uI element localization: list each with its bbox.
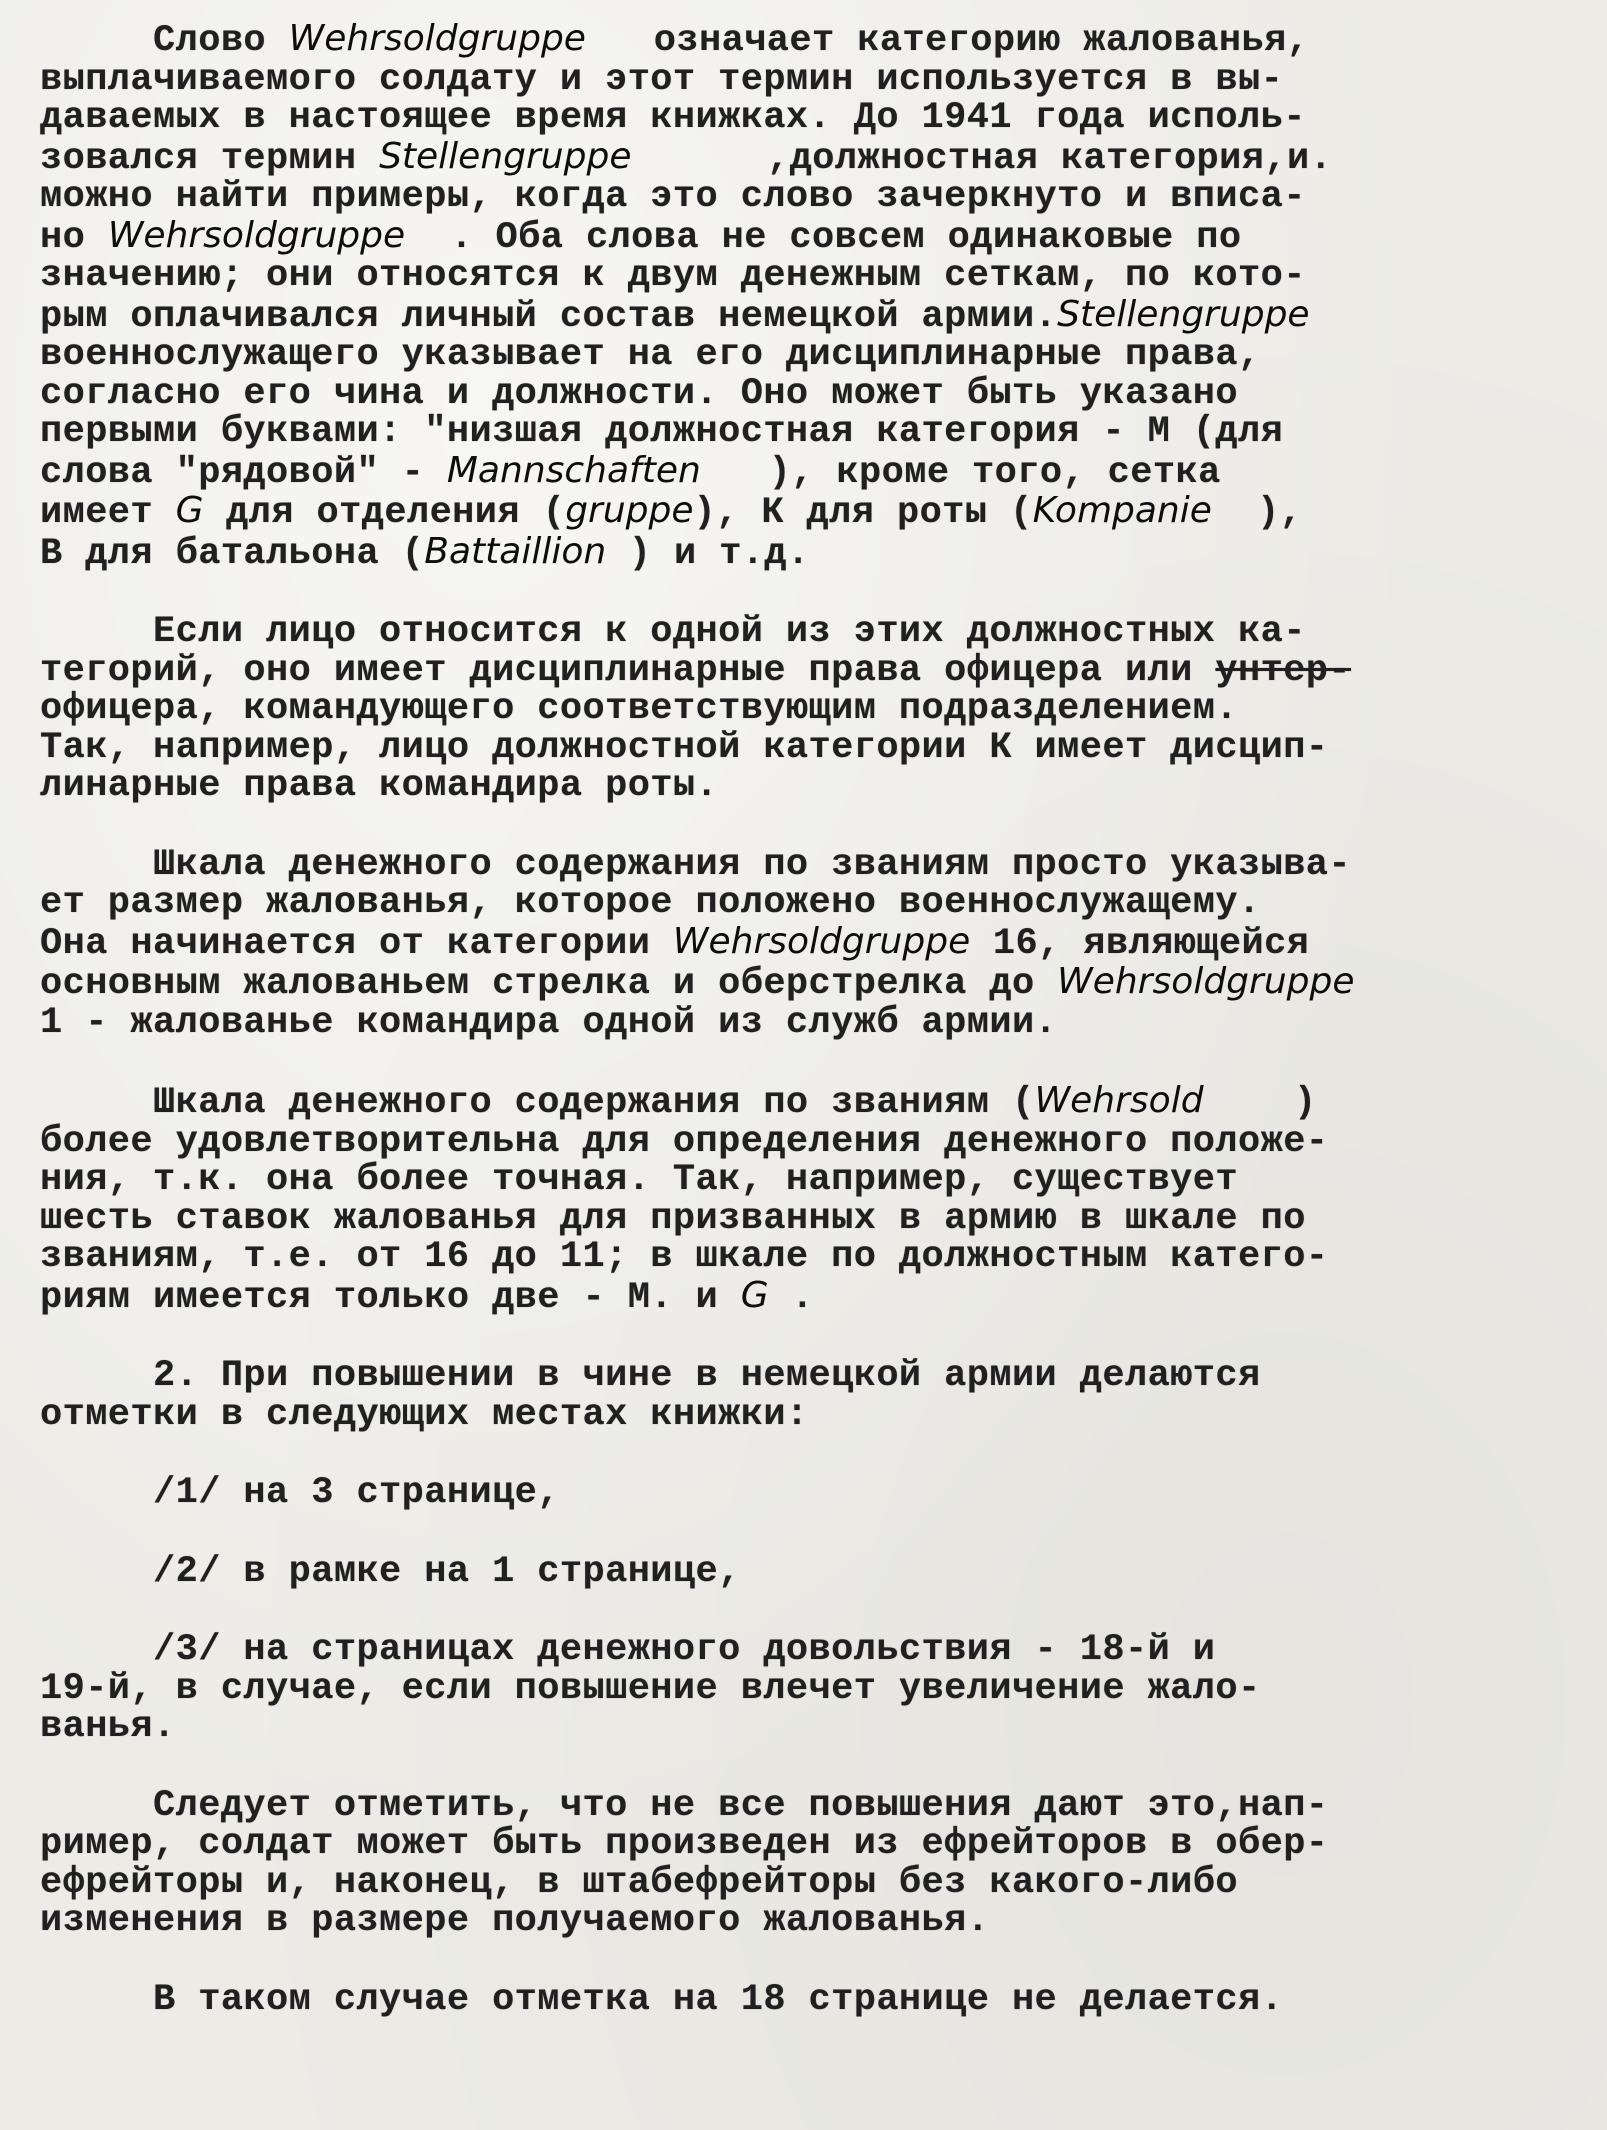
text-line: шесть ставок жалованья для призванных в армию в шкале по: [40, 1197, 1306, 1240]
text-line: основным жалованьем стрелка и оберстрелка до Wehrsoldgruppe: [40, 961, 1355, 1005]
handwritten-term: G: [740, 1274, 769, 1316]
text-line: тегорий, оно имеет дисциплинарные права офицера или унтер-: [40, 649, 1352, 692]
text-line: первыми буквами: "низшая должностная категория - М (для: [40, 411, 1284, 453]
text-line: согласно его чина и должности. Оно может быть указано: [40, 372, 1238, 415]
text-line: можно найти примеры, когда это слово зачеркнуто и вписа-: [40, 176, 1306, 218]
handwritten-term: Mannschaften: [446, 449, 701, 491]
list-item-2: /2/ в рамке на 1 странице,: [40, 1550, 741, 1593]
handwritten-term: Battaillion: [424, 530, 607, 572]
handwritten-term: Wehrsoldgruppe: [1057, 961, 1355, 1002]
text-line: изменения в размере получаемого жалованья.: [40, 1900, 990, 1942]
text-line: званиям, т.е. от 16 до 11; в шкале по должностным катего-: [40, 1236, 1329, 1278]
list-item-3: [40, 1631, 1577, 1747]
handwritten-term: Wehrsoldgruppe: [107, 214, 406, 256]
text-line: значению; они относятся к двум денежным сеткам, по кото-: [40, 255, 1306, 297]
paragraph-6: [40, 1784, 1577, 1942]
handwritten-term: Stellengruppe: [1057, 293, 1310, 335]
text-line: офицера, командующего соответствующим подразделением.: [40, 688, 1238, 730]
text-line: линарные права командира роты.: [40, 765, 719, 807]
text-line: отметки в следующих местах книжки:: [40, 1393, 809, 1436]
handwritten-term: G: [175, 490, 204, 531]
handwritten-term: Stellengruppe: [379, 135, 632, 177]
handwritten-term: Wehrsold: [1034, 1080, 1204, 1121]
text-line: Шкала денежного содержания по званиям просто указыва-: [40, 843, 1352, 886]
text-line: Слово Wehrsoldgruppe означает категорию жалованья,: [40, 18, 1310, 62]
text-line: имеет G для отделения (gruppe), К для роты (Kompanie ),: [40, 490, 1303, 534]
text-line: Шкала денежного содержания по званиям (Wehrsold ): [40, 1080, 1317, 1124]
text-line: ример, солдат может быть произведен из ефрейторов в обер-: [40, 1823, 1329, 1865]
paragraph-5: [40, 1357, 1577, 1434]
handwritten-term: Wehrsoldgruppe: [288, 18, 586, 59]
text-line: более удовлетворительна для определения денежного положе-: [40, 1120, 1329, 1163]
text-line: слова "рядовой" - Mannschaften ), кроме того, сетка: [40, 449, 1221, 494]
list-item-1: /1/ на 3 странице,: [40, 1472, 560, 1514]
text-line: выплачиваемого солдату и этот термин используется в вы-: [40, 58, 1284, 101]
text-line: Если лицо относится к одной из этих должностных ка-: [40, 611, 1306, 653]
text-line: ванья.: [40, 1706, 176, 1748]
text-line: 19-й, в случае, если повышение влечет увеличение жало-: [40, 1667, 1261, 1710]
handwritten-term: Wehrsoldgruppe: [672, 920, 971, 962]
paragraph-1: [40, 20, 1577, 573]
text-line: но Wehrsoldgruppe . Оба слова не совсем одинаковые по: [40, 214, 1242, 259]
text-line: даваемых в настоящее время книжках. До 1941 года исполь-: [40, 97, 1306, 139]
text-line: ет размер жалованья, которое положено военнослужащему.: [40, 882, 1261, 924]
text-line: ния, т.к. она более точная. Так, например, существует: [40, 1159, 1238, 1201]
paragraph-7: В таком случае отметка на 18 странице не делается.: [40, 1978, 1284, 2021]
text-line: В для батальона (Battaillion ) и т.д.: [40, 530, 810, 575]
text-line: /3/ на страницах денежного довольствия - 18-й и: [40, 1629, 1216, 1671]
text-line: 1 - жалованье командира одной из служб армии.: [40, 1001, 1058, 1044]
text-line: зовался термин Stellengruppe ,должностная категория,и.: [40, 135, 1333, 180]
text-line: ефрейторы и, наконец, в штабефрейторы без какого-либо: [40, 1861, 1238, 1904]
text-line: военнослужащего указывает на его дисциплинарные права,: [40, 334, 1261, 376]
text-line: рым оплачивался личный состав немецкой армии.Stellengruppe: [40, 293, 1310, 338]
text-line: Следует отметить, что не все повышения дают это,нап-: [40, 1784, 1329, 1827]
handwritten-term: gruppe: [565, 490, 694, 531]
text-line: риям имеется только две - М. и G .: [40, 1274, 814, 1319]
struck-word: унтер-: [1215, 649, 1352, 692]
handwritten-term: Kompanie: [1032, 490, 1212, 531]
text-line: Она начинается от категории Wehrsoldgruppe 16, являющейся: [40, 920, 1310, 965]
text-line: Так, например, лицо должностной категории К имеет дисцип-: [40, 726, 1329, 769]
text-line: 2. При повышении в чине в немецкой армии делаются: [40, 1355, 1261, 1397]
paragraph-2: [40, 613, 1577, 806]
paragraph-4: [40, 1082, 1577, 1317]
paragraph-3: [40, 843, 1577, 1044]
